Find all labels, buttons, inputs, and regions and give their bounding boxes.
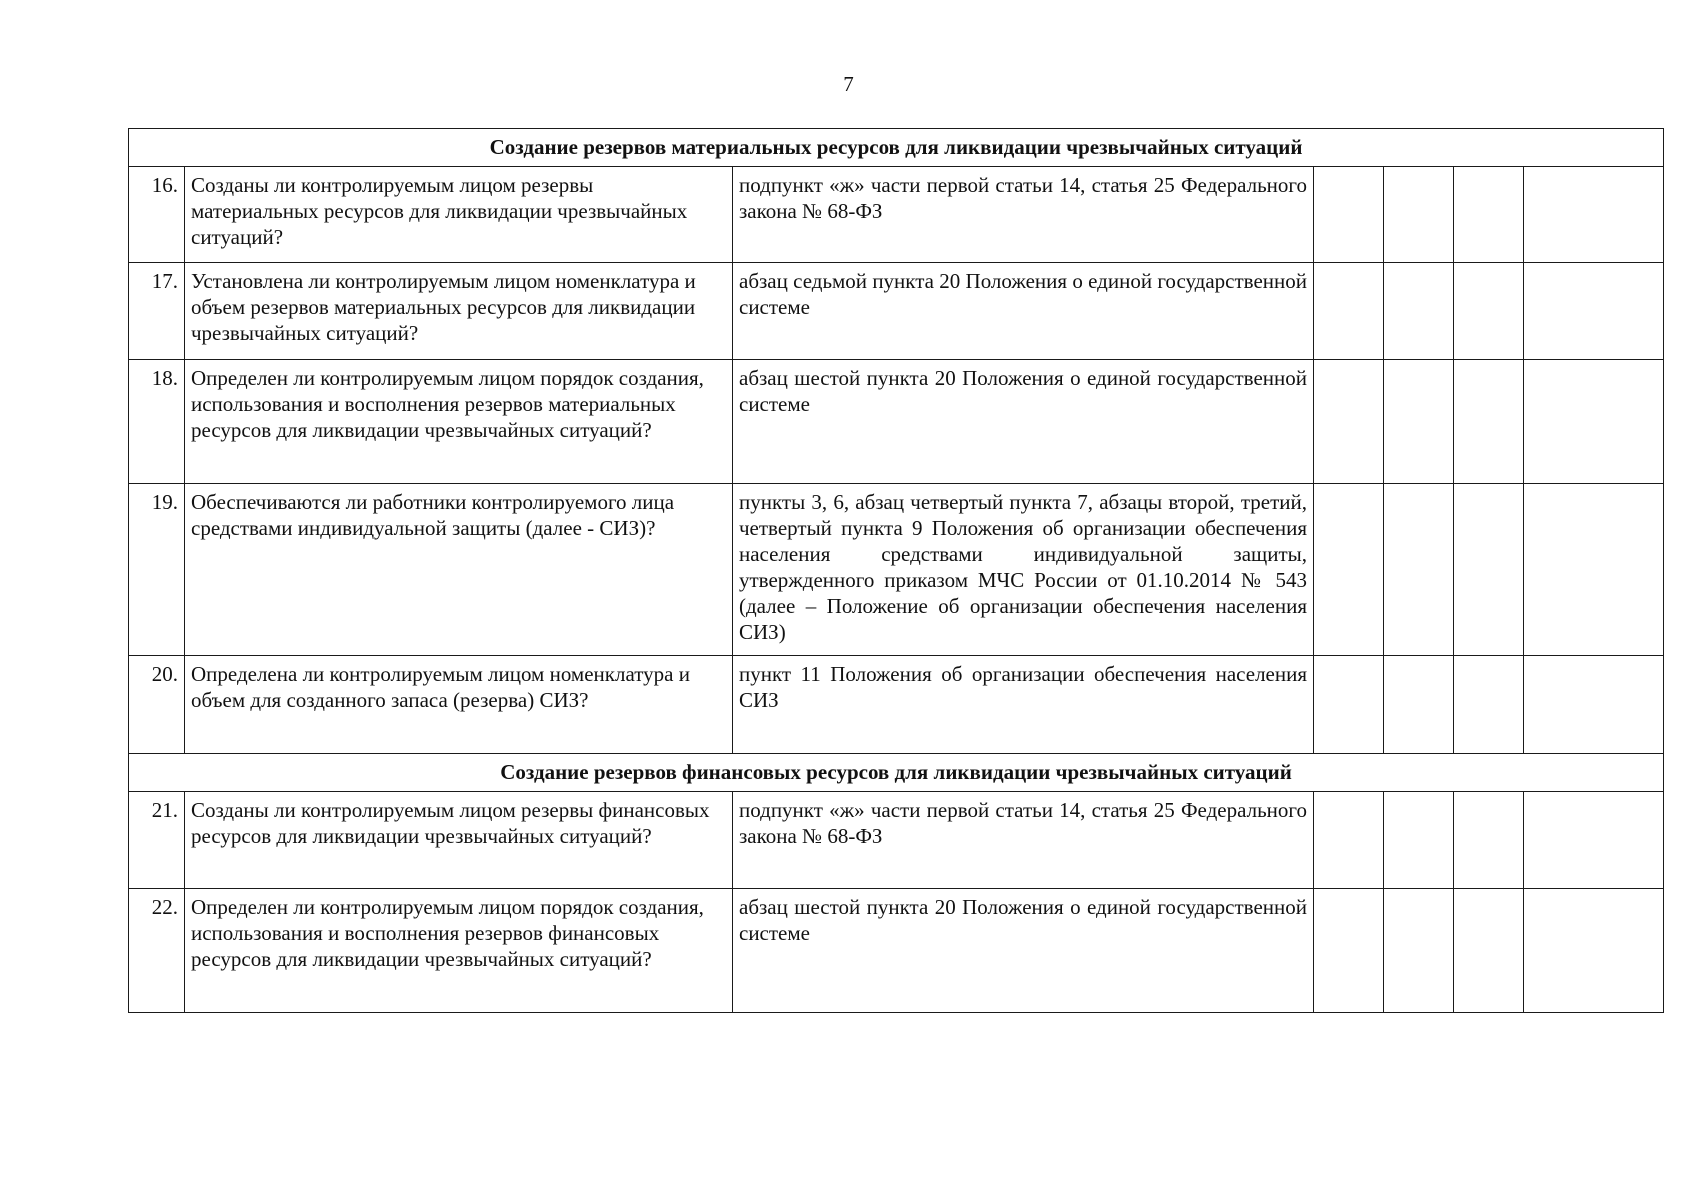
checklist-table	[128, 128, 1664, 1013]
legal-basis-cell: абзац шестой пункта 20 Положения о единой государственной системе	[733, 889, 1314, 1013]
note-cell[interactable]	[1524, 656, 1664, 754]
answer-yes-cell[interactable]	[1314, 792, 1384, 889]
table-row	[129, 792, 1664, 889]
page-number: 7	[843, 72, 854, 96]
answer-no-cell[interactable]	[1384, 792, 1454, 889]
note-cell[interactable]	[1524, 889, 1664, 1013]
row-number: 18.	[129, 360, 185, 484]
table-row	[129, 360, 1664, 484]
legal-basis-cell: подпункт «ж» части первой статьи 14, статья 25 Федерального закона № 68-ФЗ	[733, 167, 1314, 263]
section-header-row	[129, 129, 1664, 167]
row-number: 22.	[129, 889, 185, 1013]
answer-yes-cell[interactable]	[1314, 484, 1384, 656]
row-number: 20.	[129, 656, 185, 754]
answer-no-cell[interactable]	[1384, 484, 1454, 656]
legal-basis-cell: абзац шестой пункта 20 Положения о единой государственной системе	[733, 360, 1314, 484]
table-row	[129, 484, 1664, 656]
answer-na-cell[interactable]	[1454, 792, 1524, 889]
row-number: 21.	[129, 792, 185, 889]
note-cell[interactable]	[1524, 792, 1664, 889]
answer-na-cell[interactable]	[1454, 167, 1524, 263]
table-row	[129, 889, 1664, 1013]
answer-no-cell[interactable]	[1384, 656, 1454, 754]
question-cell: Созданы ли контролируемым лицом резервы финансовых ресурсов для ликвидации чрезвычайных ситуаций?	[185, 792, 733, 889]
question-cell: Установлена ли контролируемым лицом номенклатура и объем резервов материальных ресурсов для ликвидации чрезвычайных ситуаций?	[185, 263, 733, 360]
section-title: Создание резервов материальных ресурсов для ликвидации чрезвычайных ситуаций	[129, 129, 1664, 167]
table-row	[129, 656, 1664, 754]
answer-yes-cell[interactable]	[1314, 360, 1384, 484]
answer-no-cell[interactable]	[1384, 167, 1454, 263]
question-cell: Обеспечиваются ли работники контролируемого лица средствами индивидуальной защиты (далее - СИЗ)?	[185, 484, 733, 656]
answer-na-cell[interactable]	[1454, 263, 1524, 360]
answer-no-cell[interactable]	[1384, 360, 1454, 484]
question-cell: Определен ли контролируемым лицом порядок создания, использования и восполнения резервов финансовых ресурсов для ликвидации чрезвычайных ситуаций?	[185, 889, 733, 1013]
legal-basis-cell: подпункт «ж» части первой статьи 14, статья 25 Федерального закона № 68-ФЗ	[733, 792, 1314, 889]
answer-na-cell[interactable]	[1454, 889, 1524, 1013]
legal-basis-cell: пункты 3, 6, абзац четвертый пункта 7, абзацы второй, третий, четвертый пункта 9 Положения об организации обеспечения населения средствами индивидуальной защиты, утвержденного приказом МЧС России от 01.10.2014 № 543 (далее – Положение об организации обеспечения населения СИЗ)	[733, 484, 1314, 656]
note-cell[interactable]	[1524, 484, 1664, 656]
answer-na-cell[interactable]	[1454, 360, 1524, 484]
answer-no-cell[interactable]	[1384, 263, 1454, 360]
question-cell: Определен ли контролируемым лицом порядок создания, использования и восполнения резервов материальных ресурсов для ликвидации чрезвычайных ситуаций?	[185, 360, 733, 484]
answer-yes-cell[interactable]	[1314, 167, 1384, 263]
note-cell[interactable]	[1524, 360, 1664, 484]
legal-basis-cell: абзац седьмой пункта 20 Положения о единой государственной системе	[733, 263, 1314, 360]
table-row	[129, 167, 1664, 263]
answer-yes-cell[interactable]	[1314, 263, 1384, 360]
note-cell[interactable]	[1524, 263, 1664, 360]
answer-na-cell[interactable]	[1454, 656, 1524, 754]
question-cell: Определена ли контролируемым лицом номенклатура и объем для созданного запаса (резерва) СИЗ?	[185, 656, 733, 754]
answer-yes-cell[interactable]	[1314, 656, 1384, 754]
section-header-row	[129, 754, 1664, 792]
row-number: 16.	[129, 167, 185, 263]
section-title: Создание резервов финансовых ресурсов для ликвидации чрезвычайных ситуаций	[129, 754, 1664, 792]
row-number: 17.	[129, 263, 185, 360]
note-cell[interactable]	[1524, 167, 1664, 263]
question-cell: Созданы ли контролируемым лицом резервы материальных ресурсов для ликвидации чрезвычайных ситуаций?	[185, 167, 733, 263]
legal-basis-cell: пункт 11 Положения об организации обеспечения населения СИЗ	[733, 656, 1314, 754]
answer-yes-cell[interactable]	[1314, 889, 1384, 1013]
table-row	[129, 263, 1664, 360]
answer-no-cell[interactable]	[1384, 889, 1454, 1013]
answer-na-cell[interactable]	[1454, 484, 1524, 656]
row-number: 19.	[129, 484, 185, 656]
